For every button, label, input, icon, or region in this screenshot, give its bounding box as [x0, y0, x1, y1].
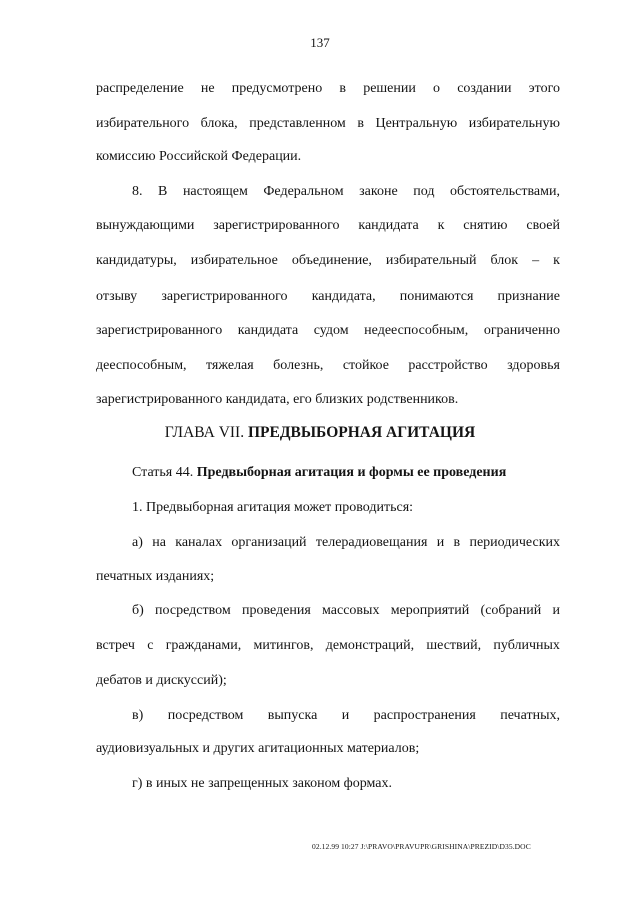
word: избирательное [190, 253, 278, 268]
word: и [552, 603, 560, 618]
paragraph-line [96, 320, 560, 342]
word: дееспособным, [96, 358, 187, 373]
list-item-line [132, 532, 560, 554]
word: здоровья [507, 358, 560, 373]
clause-line: 1. Предвыборная агитация может проводиться: [132, 500, 414, 515]
word: в [339, 81, 347, 96]
word: снятию [463, 218, 508, 233]
word: – [532, 253, 540, 268]
word: посредством [167, 708, 244, 723]
word: Федеральном [263, 184, 344, 199]
word: решении [363, 81, 416, 96]
word: кандидата [358, 218, 419, 233]
word: понимаются [399, 289, 474, 304]
list-item-line [132, 600, 560, 622]
chapter-heading [0, 422, 640, 444]
word: встреч [96, 638, 135, 653]
word: создании [457, 81, 512, 96]
paragraph-line: комиссию Российской Федерации. [96, 149, 302, 164]
paragraph-line [96, 78, 560, 100]
word: с [147, 638, 154, 653]
word: зарегистрированного [96, 323, 223, 338]
word: В [158, 184, 168, 199]
word: зарегистрированного [161, 289, 288, 304]
word: в [357, 116, 364, 131]
word: тяжелая [206, 358, 254, 373]
word: кандидатуры, [96, 253, 177, 268]
word: и [341, 708, 350, 723]
word: объединение, [291, 253, 372, 268]
list-item-line: аудиовизуальных и других агитационных материалов; [96, 741, 420, 756]
word: болезнь, [273, 358, 324, 373]
word: избирательный [385, 253, 477, 268]
paragraph-line [96, 215, 560, 237]
paragraph-line [96, 286, 560, 308]
word: расстройство [408, 358, 488, 373]
word: мероприятий [390, 603, 470, 618]
word: массовых [322, 603, 380, 618]
word: в) [132, 708, 144, 723]
word: судом [313, 323, 349, 338]
word: и [436, 535, 445, 550]
word: б) [132, 603, 144, 618]
word: выпуска [267, 708, 318, 723]
paragraph-line [132, 181, 560, 203]
word: блока, [200, 116, 238, 131]
list-item-line [132, 705, 560, 727]
word: периодических [469, 535, 560, 550]
word: под [413, 184, 435, 199]
word: обстоятельствами, [450, 184, 560, 199]
chapter-number: ГЛАВА VII. [164, 424, 248, 441]
word: своей [526, 218, 560, 233]
word: признание [497, 289, 560, 304]
word: отзыву [96, 289, 138, 304]
word: законе [359, 184, 398, 199]
document-footer: 02.12.99 10:27 J:\PRAVO\PRAVUPR\GRISHINA\PREZID\D35.DOC [312, 842, 531, 851]
paragraph-line [96, 355, 560, 377]
article-number: Статья 44. [132, 465, 197, 480]
word: предусмотрено [231, 81, 323, 96]
word: о [433, 81, 441, 96]
word: стойкое [342, 358, 389, 373]
word: к [437, 218, 445, 233]
page-number: 137 [310, 35, 330, 50]
word: к [553, 253, 560, 268]
word: распределение [96, 81, 184, 96]
word: избирательного [96, 116, 190, 131]
paragraph-line [96, 250, 560, 272]
word: каналах [175, 535, 223, 550]
word: демонстраций, [325, 638, 415, 653]
paragraph-line: зарегистрированного кандидата, его близких родственников. [96, 392, 459, 407]
word: ограниченно [483, 323, 560, 338]
word: (собраний [480, 603, 542, 618]
word: проведения [241, 603, 311, 618]
word: митингов, [253, 638, 314, 653]
word: организаций [231, 535, 307, 550]
word: представленном [249, 116, 346, 131]
word: посредством [155, 603, 231, 618]
word: гражданами, [165, 638, 242, 653]
word: кандидата [237, 323, 299, 338]
word: недееспособным, [364, 323, 469, 338]
word: печатных, [500, 708, 560, 723]
word: блок [490, 253, 519, 268]
word: настоящем [182, 184, 248, 199]
word: не [200, 81, 215, 96]
list-item-line [96, 635, 560, 657]
word: избирательную [468, 116, 560, 131]
list-item-line: дебатов и дискуссий); [96, 673, 227, 688]
word: распространения [373, 708, 476, 723]
word: в [453, 535, 461, 550]
paragraph-line [96, 113, 560, 135]
word: 8. [132, 184, 143, 199]
word: на [152, 535, 166, 550]
article-heading [132, 462, 506, 484]
word: телерадиовещания [315, 535, 428, 550]
word: кандидата, [311, 289, 376, 304]
chapter-title: ПРЕДВЫБОРНАЯ АГИТАЦИЯ [247, 424, 476, 441]
word: публичных [493, 638, 560, 653]
list-item-line: печатных изданиях; [96, 569, 215, 584]
word: вынуждающими [96, 218, 195, 233]
list-item-line: г) в иных не запрещенных законом формах. [132, 776, 393, 791]
word: зарегистрированного [213, 218, 340, 233]
word: этого [528, 81, 560, 96]
word: а) [132, 535, 143, 550]
word: Центральную [375, 116, 458, 131]
article-title: Предвыборная агитация и формы ее проведения [196, 465, 507, 480]
word: шествий, [426, 638, 482, 653]
